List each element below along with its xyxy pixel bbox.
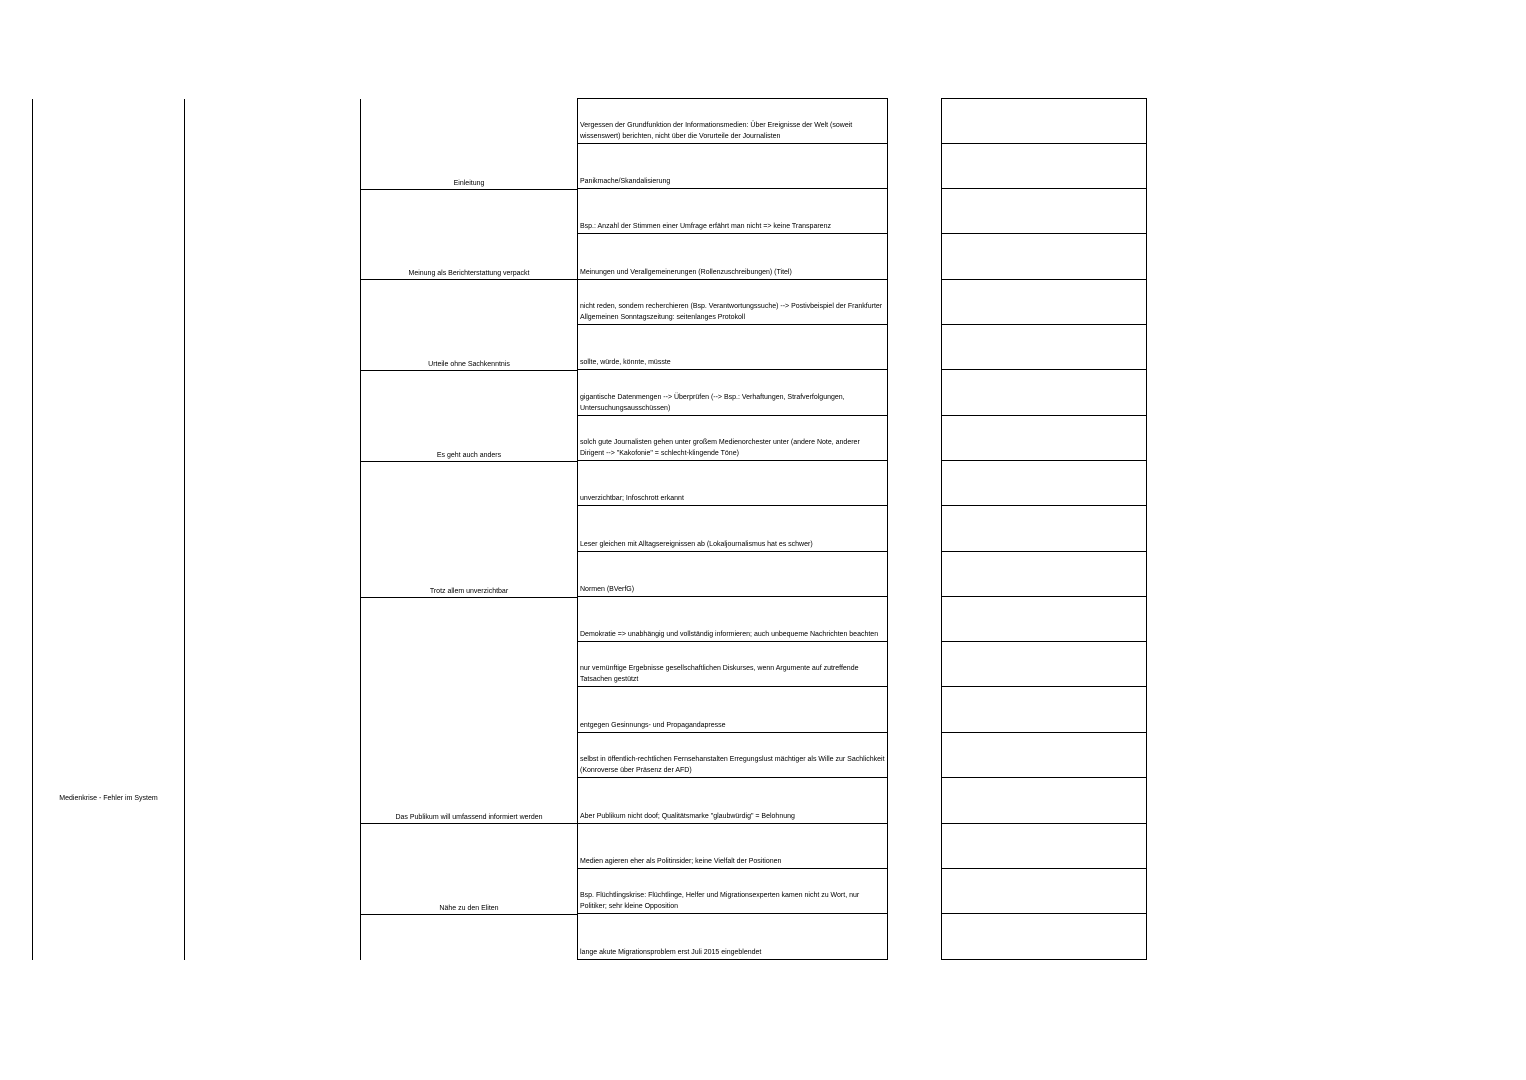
section-label: Meinung als Berichterstattung verpackt xyxy=(408,270,530,277)
empty-cell xyxy=(942,733,1146,778)
note-cell xyxy=(578,733,887,778)
note-text: selbst in öffentlich-rechtlichen Fernsehanstalten Erregungslust mächtiger als Wille zur Sachlichkeit (Konroverse über Präsenz der AFD) xyxy=(580,756,885,774)
note-cell xyxy=(578,99,887,144)
empty-cell xyxy=(942,597,1146,642)
empty-cell xyxy=(942,642,1146,687)
note-cell xyxy=(578,189,887,234)
note-cell xyxy=(578,235,887,280)
note-cell xyxy=(578,779,887,824)
note-text: nicht reden, sondern recherchieren (Bsp. Verantwortungssuche) --> Postivbeispiel der Frankfurter Allgemeinen Sonntagszeitung: seitenlanges Protokoll xyxy=(580,303,883,321)
section-cell xyxy=(361,98,577,190)
notes-column xyxy=(577,98,888,960)
note-text: Vergessen der Grundfunktion der Informationsmedien: Über Ereignisse der Welt (soweit wissenswert) berichten, nicht über die Vorurteile der Journalisten xyxy=(580,122,853,140)
note-cell xyxy=(578,416,887,461)
empty-cell xyxy=(942,914,1146,959)
note-cell xyxy=(578,642,887,687)
section-cell xyxy=(361,190,577,280)
section-label: Einleitung xyxy=(453,180,485,187)
note-text: lange akute Migrationsproblem erst Juli 2015 eingeblendet xyxy=(580,948,762,956)
section-label: Es geht auch anders xyxy=(436,452,502,459)
note-text: sollte, würde, könnte, müsste xyxy=(580,358,671,366)
section-label: Trotz allem unverzichtbar xyxy=(429,588,509,595)
section-cell xyxy=(361,598,577,824)
note-text: Leser gleichen mit Alltagsereignissen ab (Lokaljournalismus hat es schwer) xyxy=(580,540,813,548)
empty-cell xyxy=(942,779,1146,824)
note-cell xyxy=(578,280,887,325)
empty-cell xyxy=(942,371,1146,416)
note-text: Bsp. Flüchtlingskrise: Flüchtlinge, Helfer und Migrationsexperten kamen nicht zu Wort, nur Politiker; sehr kleine Opposition xyxy=(580,892,860,910)
section-label: Das Publikum will umfassend informiert werden xyxy=(395,814,543,821)
note-text: entgegen Gesinnungs- und Propagandapresse xyxy=(580,721,726,729)
empty-cell xyxy=(942,235,1146,280)
note-cell xyxy=(578,824,887,869)
note-cell xyxy=(578,914,887,959)
empty-cell xyxy=(942,280,1146,325)
note-text: gigantische Datenmengen --> Überprüfen (--> Bsp.: Verhaftungen, Strafverfolgungen, Untersuchungsausschüssen) xyxy=(580,394,845,412)
note-cell xyxy=(578,869,887,914)
column-divider-empty xyxy=(184,99,185,960)
empty-cell xyxy=(942,99,1146,144)
empty-cell xyxy=(942,461,1146,506)
note-cell xyxy=(578,371,887,416)
note-cell xyxy=(578,688,887,733)
empty-cell xyxy=(942,552,1146,597)
note-cell xyxy=(578,144,887,189)
note-cell xyxy=(578,325,887,370)
section-label: Nähe zu den Eliten xyxy=(439,905,499,912)
note-cell xyxy=(578,461,887,506)
topic-label: Medienkrise - Fehler im System xyxy=(59,795,158,802)
empty-cell xyxy=(942,144,1146,189)
empty-answer-column xyxy=(941,98,1147,960)
note-text: nur vernünftige Ergebnisse gesellschaftlichen Diskurses, wenn Argumente auf zutreffende Tatsachen gestützt xyxy=(580,665,859,683)
empty-cell xyxy=(942,824,1146,869)
note-text: unverzichtbar; Infoschrott erkannt xyxy=(580,494,684,502)
note-text: Bsp.: Anzahl der Stimmen einer Umfrage erfährt man nicht => keine Transparenz xyxy=(580,222,831,230)
empty-cell xyxy=(942,507,1146,552)
section-cell xyxy=(361,280,577,371)
section-label: Urteile ohne Sachkenntnis xyxy=(428,361,510,368)
section-cell xyxy=(361,824,577,915)
note-text: Normen (BVerfG) xyxy=(580,585,635,593)
note-text: Medien agieren eher als Politinsider; keine Vielfalt der Positionen xyxy=(580,857,782,865)
note-text: solch gute Journalisten gehen unter großem Medienorchester unter (andere Note, anderer Dirigent --> "Kakofonie" = schlecht-klingende Töne) xyxy=(580,439,860,457)
column-divider-topic xyxy=(32,99,33,960)
note-cell xyxy=(578,552,887,597)
empty-cell xyxy=(942,416,1146,461)
note-text: Aber Publikum nicht doof; Qualitätsmarke "glaubwürdig" = Belohnung xyxy=(580,812,795,820)
empty-cell xyxy=(942,325,1146,370)
section-cell xyxy=(361,915,577,960)
empty-cell xyxy=(942,869,1146,914)
note-text: Panikmache/Skandalisierung xyxy=(580,177,671,185)
section-cell xyxy=(361,371,577,462)
empty-cell xyxy=(942,688,1146,733)
note-text: Demokratie => unabhängig und vollständig informieren; auch unbequeme Nachrichten beachten xyxy=(580,630,879,638)
section-cell xyxy=(361,462,577,598)
note-text: Meinungen und Verallgemeinerungen (Rollenzuschreibungen) (Titel) xyxy=(580,268,792,276)
note-cell xyxy=(578,597,887,642)
note-cell xyxy=(578,507,887,552)
empty-cell xyxy=(942,189,1146,234)
